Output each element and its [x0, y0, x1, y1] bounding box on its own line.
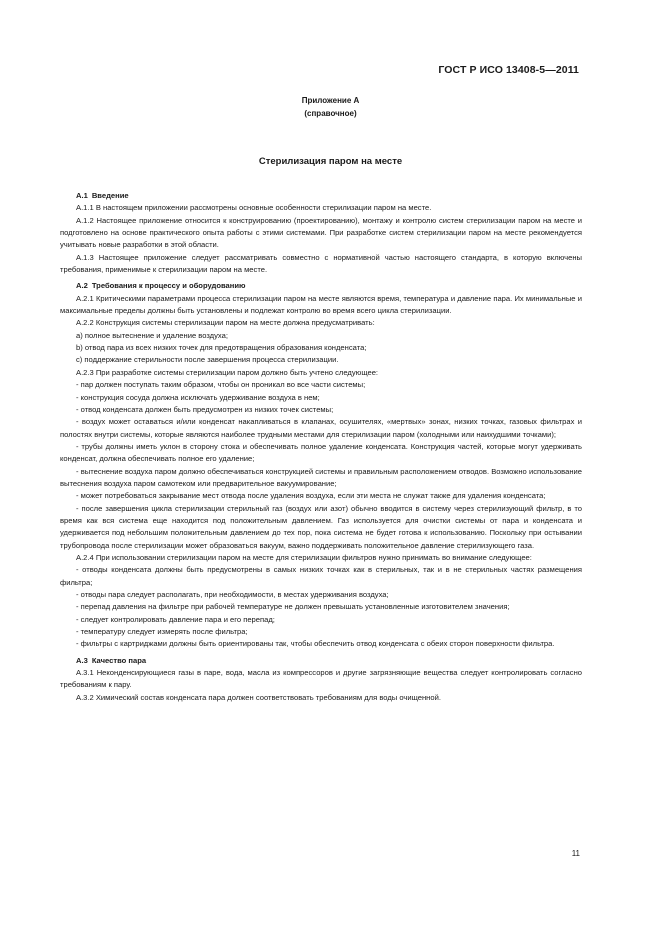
- list-item: - после завершения цикла стерилизации стерильный газ (воздух или азот) обычно вводится в систему через стерилизующий фильтр, в то время как вся система еще находится под положительным давлением. Газ используется для очистки системы от пара и конденсата и удерживается под небольшим положительным давлением до тех пор, пока система не будет готова к использованию. Поскольку при остывании трубопровода после стерилизации может образоваться вакуум, важно поддерживать положительное давление стерилизующего газа.: [60, 503, 582, 550]
- section-heading: [60, 655, 582, 667]
- paragraph: А.2.4 При использовании стерилизации паром на месте для стерилизации фильтров нужно принимать во внимание следующее:: [76, 552, 532, 562]
- paragraph: А.1.3 Настоящее приложение следует рассматривать совместно с нормативной частью настоящего стандарта, в которую включены требования, применимые к стерилизации паром на месте.: [60, 252, 582, 275]
- section-title: Требования к процессу и оборудованию: [91, 281, 246, 291]
- list-item: - воздух может оставаться и/или конденсат накапливаться в клапанах, осушителях, «мертвых» зонах, низких точках, газовых фильтрах и полостях внутри системы, которые являются наиболее трудными местами для стерилизации паром (холодными или наихудшими точками);: [60, 417, 582, 439]
- list-item: - трубы должны иметь уклон в сторону стока и обеспечивать полное удаление конденсата. Конструкция частей, которые могут удерживать конденсат, должна обеспечивать полное его удаление;: [60, 441, 582, 464]
- appendix-subtitle: (справочное): [304, 108, 357, 118]
- paragraph: А.1.1 В настоящем приложении рассмотрены основные особенности стерилизации паром на месте.: [76, 203, 432, 213]
- paragraph: А.3.1 Неконденсирующиеся газы в паре, вода, масла из компрессоров и другие загрязняющие вещества следует контролировать согласно требованиям к пару.: [60, 668, 582, 690]
- list-item: - может потребоваться закрывание мест отвода после удаления воздуха, если эти места не служат также для удаления конденсата;: [76, 491, 546, 501]
- document-title: Стерилизация паром на месте: [258, 156, 403, 167]
- list-item: с) поддержание стерильности после завершения процесса стерилизации.: [76, 355, 339, 365]
- section-heading: [60, 190, 582, 202]
- paragraph: А.2.2 Конструкция системы стерилизации паром на месте должна предусматривать:: [76, 318, 375, 328]
- section-number: А.3: [76, 655, 88, 665]
- standard-code-header: ГОСТ Р ИСО 13408-5—2011: [438, 64, 579, 76]
- list-item: - температуру следует измерять после фильтра;: [76, 627, 248, 637]
- list-item: а) полное вытеснение и удаление воздуха;: [76, 330, 228, 340]
- section-heading: [60, 280, 582, 292]
- section-title: Качество пара: [91, 655, 147, 665]
- section-number: А.1: [76, 191, 88, 200]
- appendix-heading: [0, 95, 661, 120]
- paragraph: А.2.3 При разработке системы стерилизации паром должно быть учтено следующее:: [76, 367, 379, 377]
- list-item: - конструкция сосуда должна исключать удерживание воздуха в нем;: [76, 392, 320, 402]
- page-number: 11: [571, 849, 580, 858]
- list-item: - пар должен поступать таким образом, чтобы он проникал во все части системы;: [76, 380, 366, 390]
- paragraph: А.2.1 Критическими параметрами процесса стерилизации паром на месте являются время, температура и давление пара. Их минимальные и максимальные пределы должны быть установлены и подлежат контролю во время всего цикла стерилизации.: [60, 293, 582, 316]
- section-title: Введение: [91, 191, 129, 200]
- list-item: - перепад давления на фильтре при рабочей температуре не должен превышать установленные изготовителем значения;: [76, 602, 510, 612]
- section-number: А.2: [76, 281, 88, 291]
- list-item: b) отвод пара из всех низких точек для предотвращения образования конденсата;: [76, 343, 367, 353]
- list-item: - следует контролировать давление пара и его перепад;: [76, 614, 275, 624]
- paragraph: А.1.2 Настоящее приложение относится к конструированию (проектированию), монтажу и контролю систем стерилизации паром на месте и подготовлено на основе практического опыта работы с этими системами. При разработке систем стерилизации паром на месте рекомендуется учитывать новые разработки в этой области.: [60, 215, 582, 250]
- paragraph: А.3.2 Химический состав конденсата пара должен соответствовать требованиям для воды очищенной.: [76, 692, 441, 702]
- list-item: - отводы конденсата должны быть предусмотрены в самых низких точках как в стерильных, так и в не стерильных частях размещения фильтра;: [60, 565, 582, 587]
- list-item: - отводы пара следует располагать, при необходимости, в местах удерживания воздуха;: [76, 590, 389, 599]
- list-item: - фильтры с картриджами должны быть ориентированы так, чтобы обеспечить отвод конденсата с обеих сторон поверхности фильтра.: [76, 639, 555, 649]
- list-item: - вытеснение воздуха паром должно обеспечиваться конструкцией системы и правильным расположением отводов. Возможно использование вытеснения воздуха паром самотеком или предварительное вакуумирование;: [60, 466, 582, 488]
- appendix-title: Приложение А: [301, 96, 360, 105]
- document-body: [60, 190, 582, 704]
- list-item: - отвод конденсата должен быть предусмотрен из низких точек системы;: [76, 404, 334, 414]
